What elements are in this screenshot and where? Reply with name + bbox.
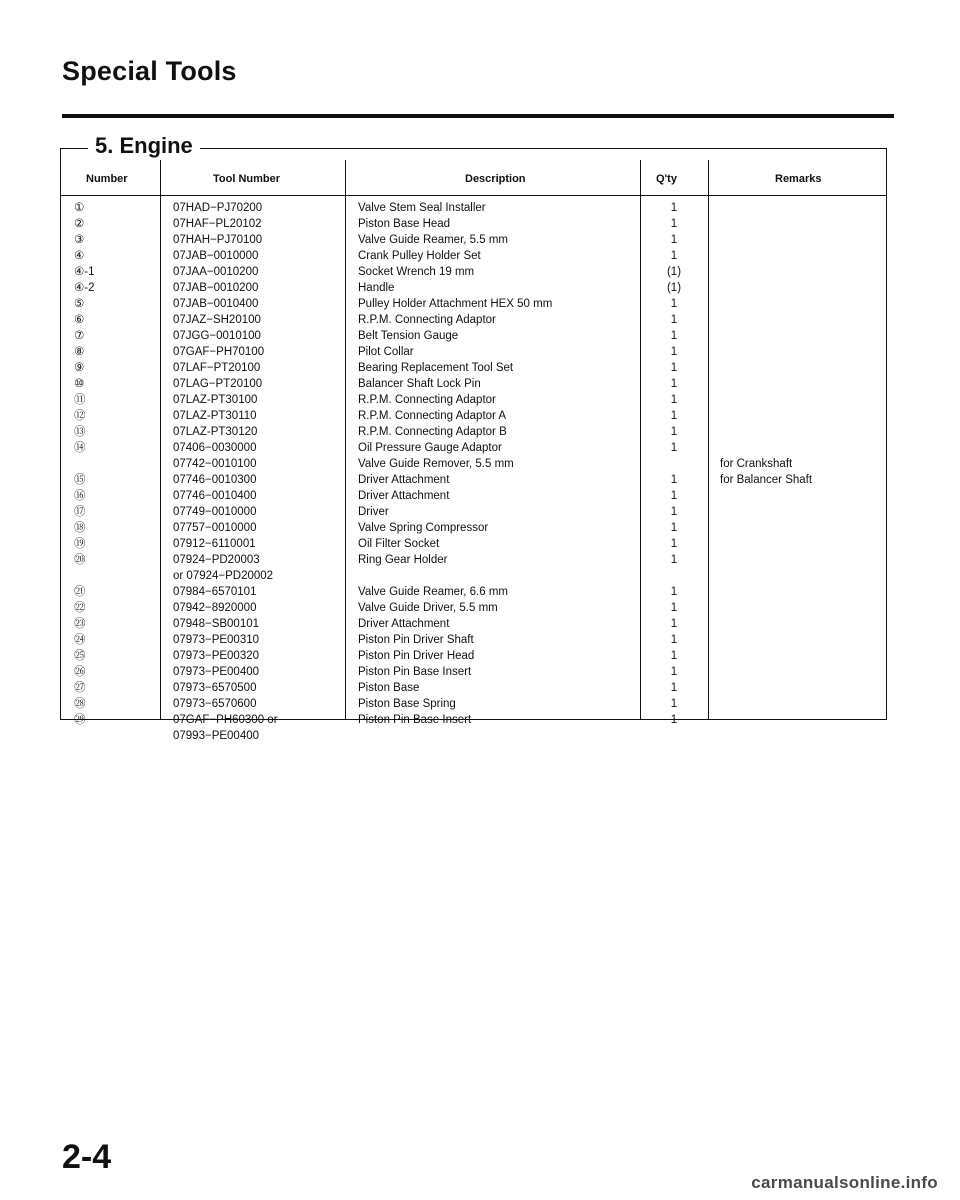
cell-tool-number: 07973−PE00400 [173,666,260,678]
cell-number: ㉑ [74,586,86,598]
cell-tool-number: 07JAB−0010400 [173,298,259,310]
cell-description: Valve Guide Driver, 5.5 mm [358,602,498,614]
cell-tool-number: 07JAZ−SH20100 [173,314,261,326]
cell-description: Piston Pin Driver Shaft [358,634,474,646]
cell-number: ⑩ [74,378,85,390]
cell-qty: 1 [670,522,678,534]
cell-description: Driver [358,506,389,518]
cell-description: Pulley Holder Attachment HEX 50 mm [358,298,553,310]
header-tool-number: Tool Number [213,173,281,185]
cell-tool-number: 07746−0010400 [173,490,257,502]
page-title: Special Tools [62,56,237,86]
header-qty: Q'ty [656,173,677,185]
cell-number: ⑳ [74,554,86,566]
cell-qty: 1 [670,618,678,630]
cell-qty: 1 [670,330,678,342]
cell-qty: 1 [670,426,678,438]
cell-description: Crank Pulley Holder Set [358,250,481,262]
cell-tool-number: 07973−PE00320 [173,650,260,662]
cell-description: Driver Attachment [358,474,450,486]
cell-qty: 1 [670,634,678,646]
cell-number: ⑲ [74,538,86,550]
cell-qty: 1 [670,682,678,694]
cell-description: Piston Base Spring [358,698,456,710]
cell-description: Valve Guide Reamer, 5.5 mm [358,234,508,246]
cell-number: ② [74,218,85,230]
cell-tool-number: 07JAB−0010200 [173,282,259,294]
cell-number: ⑬ [74,426,86,438]
cell-tool-number: 07746−0010300 [173,474,257,486]
cell-qty: 1 [670,202,678,214]
cell-qty: 1 [670,506,678,518]
cell-qty: 1 [670,698,678,710]
cell-number: ⑰ [74,506,86,518]
column-divider [708,160,709,720]
cell-number: ㉓ [74,618,86,630]
cell-qty: 1 [670,474,678,486]
cell-description: Valve Spring Compressor [358,522,489,534]
title-rule [62,114,894,118]
qty-column [651,200,697,744]
cell-description: Belt Tension Gauge [358,330,459,342]
cell-tool-number: 07948−SB00101 [173,618,260,630]
cell-number: ⑧ [74,346,85,358]
cell-number: ④-2 [74,282,95,294]
cell-qty: 1 [670,666,678,678]
number-column [74,200,95,744]
remarks-column [720,456,812,488]
cell-description: Handle [358,282,395,294]
cell-qty: 1 [670,602,678,614]
cell-number: ④ [74,250,85,262]
cell-qty: 1 [670,362,678,374]
cell-qty: 1 [670,250,678,262]
cell-number: ⑭ [74,442,86,454]
cell-tool-number: 07JGG−0010100 [173,330,261,342]
cell-qty [651,456,697,472]
cell-tool-number: 07406−0030000 [173,442,257,454]
cell-qty: (1) [666,282,682,294]
cell-number: ⑥ [74,314,85,326]
cell-description: R.P.M. Connecting Adaptor A [358,410,507,422]
cell-description: Piston Pin Base Insert [358,666,472,678]
cell-tool-number: 07HAF−PL20102 [173,218,262,230]
cell-tool-number: 07912−6110001 [173,538,256,550]
cell-description: R.P.M. Connecting Adaptor B [358,426,507,438]
header-rule [60,195,887,196]
cell-number: ⑮ [74,474,86,486]
cell-description: Driver Attachment [358,490,450,502]
cell-number: ㉕ [74,650,86,662]
cell-tool-number: 07HAD−PJ70200 [173,202,263,214]
watermark: carmanualsonline.info [751,1173,938,1192]
cell-description: Valve Guide Remover, 5.5 mm [358,458,514,470]
cell-qty: 1 [670,538,678,550]
cell-tool-number: 07973−6570500 [173,682,257,694]
cell-description [358,568,552,584]
cell-qty: 1 [670,442,678,454]
cell-remark: for Balancer Shaft [720,474,813,486]
header-number: Number [86,173,128,185]
cell-number: ⑫ [74,410,86,422]
page-number: 2-4 [62,1138,112,1176]
cell-description: Oil Pressure Gauge Adaptor [358,442,502,454]
description-column [358,200,552,744]
cell-qty [651,568,697,584]
cell-number [74,568,95,584]
cell-qty: 1 [670,394,678,406]
cell-number: ㉖ [74,666,86,678]
cell-tool-number: 07LAZ-PT30100 [173,394,258,406]
cell-description: Piston Base Head [358,218,451,230]
cell-number: ㉙ [74,714,86,726]
cell-description: Piston Pin Driver Head [358,650,475,662]
cell-number [74,456,95,472]
cell-description: Socket Wrench 19 mm [358,266,475,278]
cell-number [74,728,95,744]
cell-tool-number: 07HAH−PJ70100 [173,234,263,246]
cell-tool-number: 07LAF−PT20100 [173,362,261,374]
cell-tool-number: or 07924−PD20002 [173,570,274,582]
cell-number: ⑨ [74,362,85,374]
cell-number: ㉒ [74,602,86,614]
cell-description: R.P.M. Connecting Adaptor [358,314,496,326]
cell-number: ㉔ [74,634,86,646]
cell-tool-number: 07973−6570600 [173,698,257,710]
cell-number: ㉗ [74,682,86,694]
cell-number: ⑦ [74,330,85,342]
cell-number: ⑯ [74,490,86,502]
cell-qty: 1 [670,490,678,502]
cell-tool-number: 07JAA−0010200 [173,266,259,278]
cell-qty: 1 [670,346,678,358]
cell-qty: (1) [666,266,682,278]
cell-description: Balancer Shaft Lock Pin [358,378,481,390]
cell-qty: 1 [670,298,678,310]
cell-qty: 1 [670,314,678,326]
cell-tool-number: 07973−PE00310 [173,634,260,646]
cell-tool-number: 07984−6570101 [173,586,257,598]
cell-qty [651,728,697,744]
cell-qty: 1 [670,554,678,566]
cell-tool-number: 07LAG−PT20100 [173,378,263,390]
cell-tool-number: 07942−8920000 [173,602,257,614]
cell-tool-number: 07924−PD20003 [173,554,260,566]
column-divider [345,160,346,720]
cell-description: Piston Base [358,682,420,694]
cell-qty: 1 [670,650,678,662]
tool-number-column [173,200,278,744]
header-remarks: Remarks [775,173,822,185]
cell-description: Piston Pin Base Insert [358,714,472,726]
cell-tool-number: 07LAZ-PT30120 [173,426,258,438]
cell-number: ① [74,202,85,214]
section-heading: 5. Engine [88,133,200,159]
cell-number: ⑪ [74,394,86,406]
cell-number: ③ [74,234,85,246]
column-divider [640,160,641,720]
cell-description: Pilot Collar [358,346,414,358]
cell-qty: 1 [670,410,678,422]
cell-description: R.P.M. Connecting Adaptor [358,394,496,406]
cell-number: ㉘ [74,698,86,710]
cell-tool-number: 07742−0010100 [173,458,257,470]
cell-qty: 1 [670,378,678,390]
cell-number: ④-1 [74,266,95,278]
header-description: Description [465,173,526,185]
cell-number: ⑱ [74,522,86,534]
cell-tool-number: 07JAB−0010000 [173,250,259,262]
cell-description: Valve Guide Reamer, 6.6 mm [358,586,508,598]
cell-qty: 1 [670,218,678,230]
cell-description: Ring Gear Holder [358,554,448,566]
cell-tool-number: 07LAZ-PT30110 [173,410,257,422]
column-divider [160,160,161,720]
cell-description: Oil Filter Socket [358,538,440,550]
cell-qty: 1 [670,714,678,726]
cell-tool-number: 07GAF−PH70100 [173,346,265,358]
cell-description: Driver Attachment [358,618,450,630]
cell-tool-number: 07993−PE00400 [173,730,260,742]
cell-number: ⑤ [74,298,85,310]
cell-description [358,728,552,744]
cell-tool-number: 07757−0010000 [173,522,257,534]
cell-tool-number: 07749−0010000 [173,506,257,518]
cell-qty: 1 [670,234,678,246]
cell-description: Valve Stem Seal Installer [358,202,486,214]
cell-description: Bearing Replacement Tool Set [358,362,514,374]
cell-remark: for Crankshaft [720,458,793,470]
cell-tool-number: 07GAF−PH60300 or [173,714,278,726]
cell-qty: 1 [670,586,678,598]
